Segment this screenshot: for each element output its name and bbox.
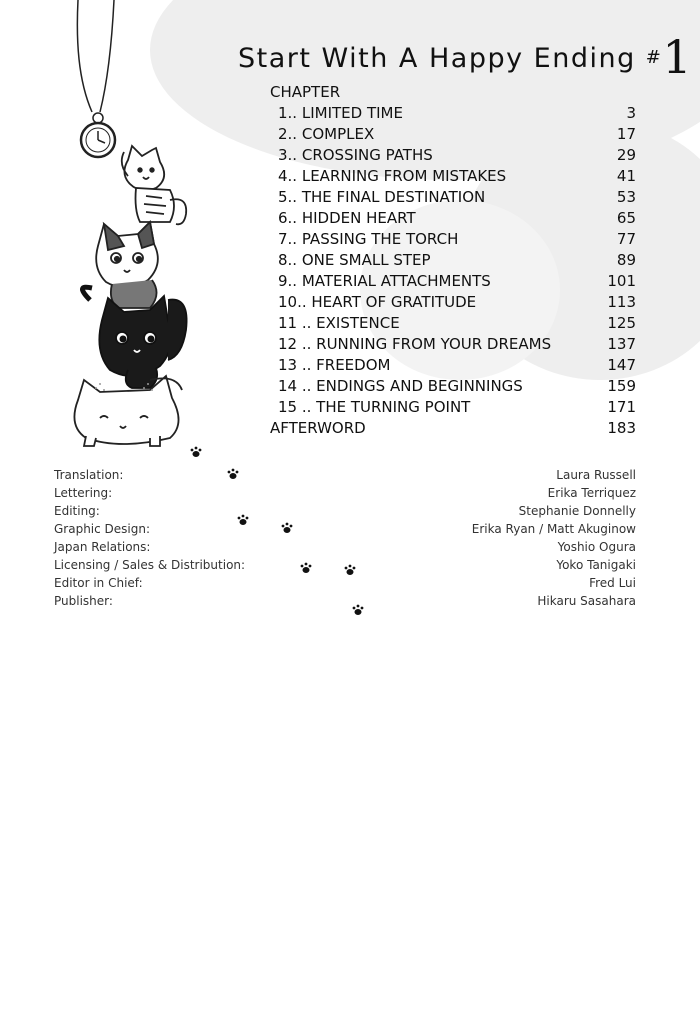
chapter-label: 10.. HEART OF GRATITUDE [278, 293, 477, 311]
chapter-label: 12 .. RUNNING FROM YOUR DREAMS [278, 335, 552, 353]
title-text: Start With A Happy Ending [238, 43, 636, 74]
chapter-page: 77 [616, 230, 636, 248]
chapter-label: 6.. HIDDEN HEART [278, 209, 416, 227]
credit-name: Laura Russell [556, 468, 636, 482]
chapter-label: 9.. MATERIAL ATTACHMENTS [278, 272, 491, 290]
toc-row [270, 145, 636, 166]
credit-name: Erika Ryan / Matt Akuginow [471, 522, 636, 536]
toc-row [270, 334, 636, 355]
chapter-label: 8.. ONE SMALL STEP [278, 251, 431, 269]
chapter-label: 5.. THE FINAL DESTINATION [278, 188, 486, 206]
chapter-label: 13 .. FREEDOM [278, 356, 391, 374]
chapter-page: 171 [607, 398, 636, 416]
chapter-page: 137 [607, 335, 636, 353]
toc-row [270, 124, 636, 145]
chapter-page: 147 [607, 356, 636, 374]
toc-row [270, 376, 636, 397]
credit-role: Lettering: [54, 486, 113, 500]
afterword-label: AFTERWORD [270, 419, 366, 437]
credit-role: Editor in Chief: [54, 576, 143, 590]
toc-row [270, 166, 636, 187]
chapter-label: 1.. LIMITED TIME [278, 104, 403, 122]
credit-row [54, 538, 636, 556]
page-title [238, 30, 693, 84]
table-of-contents [270, 82, 636, 439]
chapter-label: 4.. LEARNING FROM MISTAKES [278, 167, 507, 185]
credit-name: Stephanie Donnelly [518, 504, 636, 518]
credits-list [54, 466, 636, 610]
chapter-label: 3.. CROSSING PATHS [278, 146, 433, 164]
chapter-page: 17 [616, 125, 636, 143]
title-hash: # [645, 47, 663, 68]
credit-row [54, 592, 636, 610]
chapter-page: 29 [616, 146, 636, 164]
credit-row [54, 574, 636, 592]
credit-role: Editing: [54, 504, 100, 518]
chapter-label: 14 .. ENDINGS AND BEGINNINGS [278, 377, 523, 395]
credit-name: Yoko Tanigaki [556, 558, 636, 572]
credit-role: Graphic Design: [54, 522, 151, 536]
chapter-page: 159 [607, 377, 636, 395]
toc-row [270, 271, 636, 292]
credit-row [54, 484, 636, 502]
pocket-watch-icon [77, 0, 115, 157]
credit-role: Publisher: [54, 594, 113, 608]
credit-row [54, 520, 636, 538]
chapter-page: 65 [616, 209, 636, 227]
toc-row [270, 313, 636, 334]
chapter-page: 3 [626, 104, 636, 122]
credit-name: Yoshio Ogura [557, 540, 636, 554]
toc-row [270, 397, 636, 418]
toc-row [270, 229, 636, 250]
chapter-page: 53 [616, 188, 636, 206]
chapter-label: 15 .. THE TURNING POINT [278, 398, 471, 416]
chapter-label: 7.. PASSING THE TORCH [278, 230, 459, 248]
credit-name: Hikaru Sasahara [537, 594, 636, 608]
credit-row [54, 556, 636, 574]
credit-role: Translation: [54, 468, 124, 482]
toc-afterword-row [270, 418, 636, 439]
afterword-page: 183 [607, 419, 636, 437]
toc-heading: CHAPTER [270, 83, 341, 101]
toc-row [270, 208, 636, 229]
toc-row [270, 103, 636, 124]
toc-row [270, 187, 636, 208]
chapter-label: 11 .. EXISTENCE [278, 314, 400, 332]
chapter-page: 101 [607, 272, 636, 290]
toc-row [270, 355, 636, 376]
toc-row [270, 292, 636, 313]
toc-row [270, 250, 636, 271]
volume-number: 1 [662, 30, 694, 84]
chapter-page: 125 [607, 314, 636, 332]
credit-row [54, 502, 636, 520]
chapter-page: 41 [616, 167, 636, 185]
credit-row [54, 466, 636, 484]
chapter-page: 89 [616, 251, 636, 269]
chapter-label: 2.. COMPLEX [278, 125, 375, 143]
credit-role: Japan Relations: [54, 540, 151, 554]
chapter-page: 113 [607, 293, 636, 311]
credit-role: Licensing / Sales & Distribution: [54, 558, 246, 572]
credit-name: Fred Lui [589, 576, 636, 590]
credit-name: Erika Terriquez [547, 486, 636, 500]
